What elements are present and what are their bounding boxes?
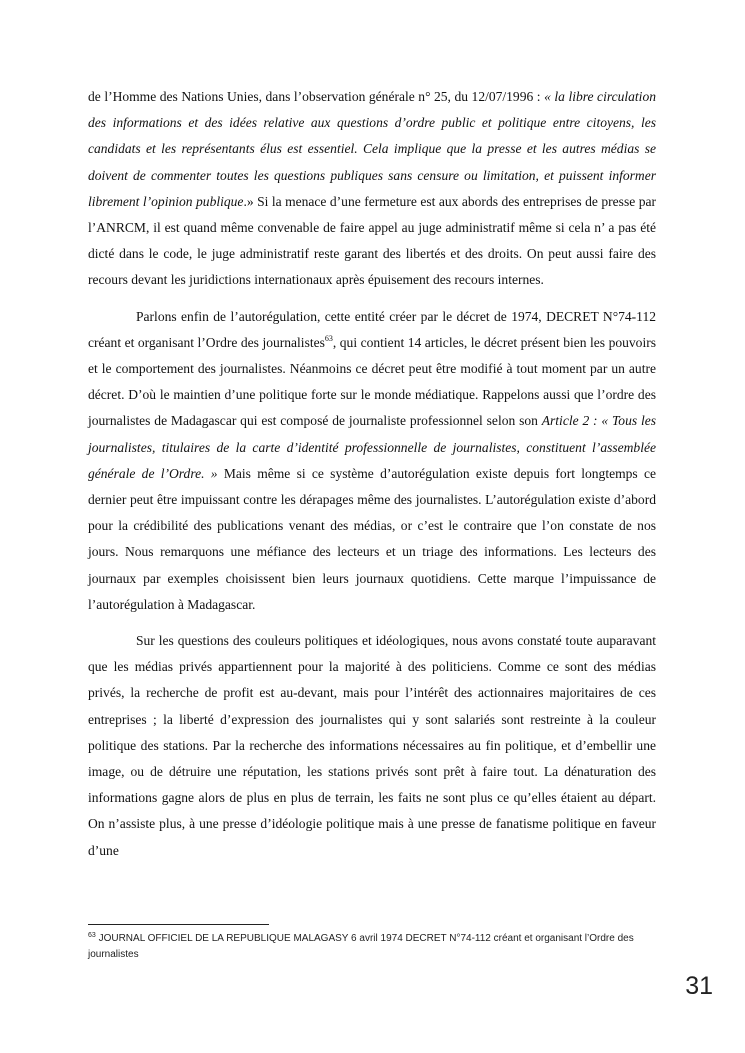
paragraph-1-text-start: de l’Homme des Nations Unies, dans l’observation générale n° 25, du 12/07/1996 : bbox=[88, 89, 545, 104]
footnote-63 bbox=[88, 931, 663, 963]
paragraph-2-text-middle: , qui contient 14 articles, le décret présent bien les pouvoirs et le comportement des journalistes. Néanmoins ce décret peut être modifié à tout moment par un autre décret. D’où le maintien d’une politique forte sur le monde médiatique. Rappelons aussi que l’ordre des journalistes de Madagascar qui est composé de journaliste professionnel selon son bbox=[88, 334, 656, 429]
footnote-number: 63 bbox=[88, 932, 96, 939]
footnote-separator bbox=[88, 924, 269, 925]
paragraph-2 bbox=[88, 304, 656, 618]
paragraph-2-text-end: Mais même si ce système d’autorégulation existe depuis fort longtemps ce dernier peut être impuissant contre les dérapages même des journalistes. L’autorégulation existe d’abord pour la crédibilité des publications venant des médias, or c’est le contraire que l’on constate de nos jours. Nous remarquons une méfiance des lecteurs et un triage des informations. Les lecteurs des journaux par exemples choisissent bien leurs journaux quotidiens. Cette marque l’impuissance de l’autorégulation à Madagascar. bbox=[88, 465, 656, 612]
paragraph-3-text: Sur les questions des couleurs politiques et idéologiques, nous avons constaté toute auparavant que les médias privés appartiennent pour la majorité à des politiciens. Comme ce sont des médias privés, la recherche de profit est au-devant, mais pour l’intérêt des actionnaires majoritaires de ces entreprises ; la liberté d’expression des journalistes qui y sont salariés sont restreinte à la couleur politique des stations. Par la recherche des informations nécessaires au fin politique, et d’embellir une image, ou de détruire une réputation, les stations privés sont prêt à faire tout. La dénaturation des informations gagne alors de plus en plus de terrain, les faits ne sont plus ce qu’elles étaient au départ. On n’assiste plus, à une presse d’idéologie politique mais à une presse de fanatisme politique en faveur d’une bbox=[88, 633, 656, 858]
paragraph-1-text-end: .» Si la menace d’une fermeture est aux abords des entreprises de presse par l’ANRCM, il est quand même convenable de faire appel au juge administratif même si cela n’ a pas été dicté dans le code, le juge administratif reste garant des libertés et des droits. On peut aussi faire des recours devant les juridictions internationaux après épuisement des recours internes. bbox=[88, 193, 656, 288]
article-2-quote: Article 2 : « Tous les journalistes, titulaires de la carte d’identité professionnelle de journalistes, constituent l’assemblée générale de l’Ordre. » bbox=[88, 413, 656, 481]
paragraph-2-text-start: Parlons enfin de l’autorégulation, cette entité créer par le décret de 1974, DECRET N°74-112 créant et organisant l’Ordre des journalistes bbox=[88, 308, 656, 350]
paragraph-1-quote: « la libre circulation des informations et des idées relative aux questions d’ordre public et politique entre citoyens, les candidats et les représentants élus est essentiel. Cela implique que la presse et les autres médias se doivent de commenter toutes les questions publiques sans censure ou limitation, et puissent informer librement l’opinion publique bbox=[88, 89, 656, 209]
paragraph-3 bbox=[88, 628, 656, 864]
page-number: 31 bbox=[685, 972, 713, 1000]
body-text bbox=[88, 84, 656, 874]
footnote-reference-63[interactable]: 63 bbox=[324, 333, 333, 343]
footnote-text: JOURNAL OFFICIEL DE LA REPUBLIQUE MALAGASY 6 avril 1974 DECRET N°74-112 créant et organisant l’Ordre des journalistes bbox=[88, 933, 634, 960]
paragraph-1 bbox=[88, 84, 656, 294]
